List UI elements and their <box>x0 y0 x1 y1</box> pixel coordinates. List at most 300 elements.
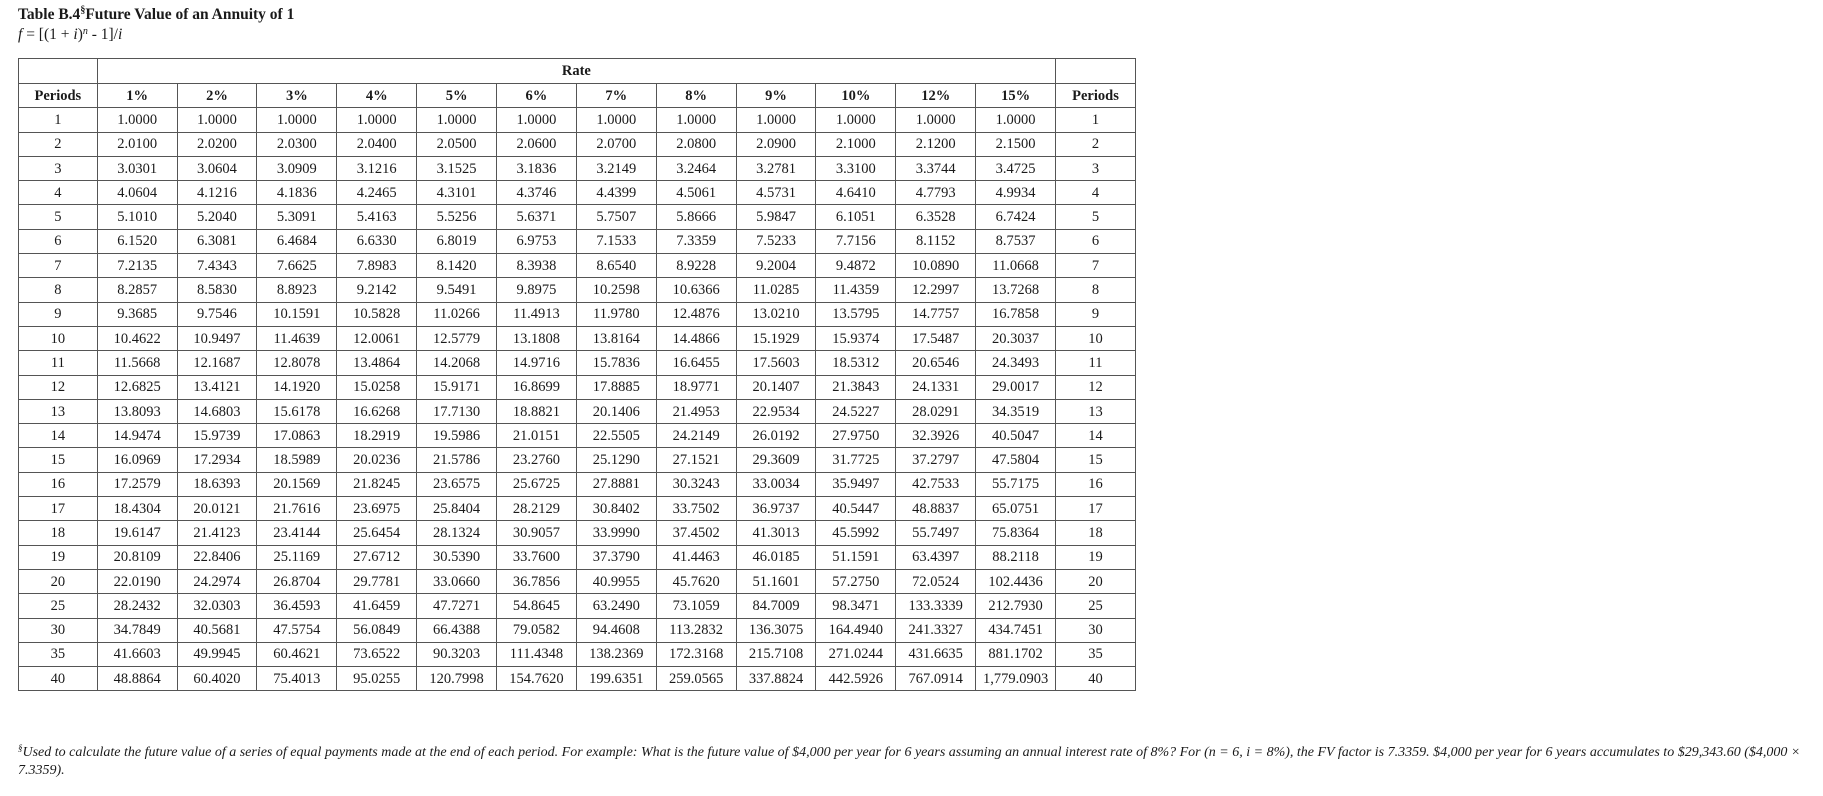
factor-cell: 23.6975 <box>337 497 417 521</box>
factor-cell: 18.6393 <box>177 472 257 496</box>
period-cell-left: 13 <box>19 399 98 423</box>
period-cell-right: 4 <box>1056 181 1136 205</box>
rate-column-header: 4% <box>337 84 417 108</box>
period-cell-right: 9 <box>1056 302 1136 326</box>
factor-cell: 12.6825 <box>97 375 177 399</box>
period-cell-left: 17 <box>19 497 98 521</box>
factor-cell: 47.5804 <box>976 448 1056 472</box>
title-text: Future Value of an Annuity of 1 <box>85 6 295 23</box>
rate-column-header: 7% <box>576 84 656 108</box>
table-row <box>19 424 1136 448</box>
factor-cell: 98.3471 <box>816 594 896 618</box>
factor-cell: 4.7793 <box>896 181 976 205</box>
factor-cell: 27.6712 <box>337 545 417 569</box>
header-blank-right <box>1056 59 1136 84</box>
period-cell-left: 12 <box>19 375 98 399</box>
factor-cell: 26.0192 <box>736 424 816 448</box>
factor-cell: 15.7836 <box>576 351 656 375</box>
period-cell-left: 8 <box>19 278 98 302</box>
factor-cell: 16.8699 <box>497 375 577 399</box>
factor-cell: 5.2040 <box>177 205 257 229</box>
factor-cell: 51.1591 <box>816 545 896 569</box>
factor-cell: 4.1216 <box>177 181 257 205</box>
factor-cell: 2.0300 <box>257 132 337 156</box>
factor-cell: 21.5786 <box>417 448 497 472</box>
factor-cell: 73.1059 <box>656 594 736 618</box>
factor-cell: 13.1808 <box>497 326 577 350</box>
factor-cell: 4.1836 <box>257 181 337 205</box>
factor-cell: 9.2142 <box>337 278 417 302</box>
factor-cell: 4.5061 <box>656 181 736 205</box>
factor-cell: 3.0301 <box>97 156 177 180</box>
factor-cell: 22.0190 <box>97 569 177 593</box>
factor-cell: 111.4348 <box>497 642 577 666</box>
factor-cell: 1.0000 <box>177 108 257 132</box>
factor-cell: 79.0582 <box>497 618 577 642</box>
factor-cell: 4.9934 <box>976 181 1056 205</box>
factor-cell: 16.6268 <box>337 399 417 423</box>
factor-cell: 11.0285 <box>736 278 816 302</box>
factor-cell: 7.4343 <box>177 254 257 278</box>
table-row <box>19 594 1136 618</box>
factor-cell: 30.5390 <box>417 545 497 569</box>
factor-cell: 22.5505 <box>576 424 656 448</box>
period-cell-right: 5 <box>1056 205 1136 229</box>
factor-cell: 13.4121 <box>177 375 257 399</box>
factor-cell: 215.7108 <box>736 642 816 666</box>
factor-cell: 24.2149 <box>656 424 736 448</box>
factor-cell: 72.0524 <box>896 569 976 593</box>
table-row <box>19 108 1136 132</box>
factor-cell: 1.0000 <box>337 108 417 132</box>
factor-cell: 11.5668 <box>97 351 177 375</box>
rate-column-header: 15% <box>976 84 1056 108</box>
factor-cell: 102.4436 <box>976 569 1056 593</box>
factor-cell: 20.1569 <box>257 472 337 496</box>
factor-cell: 33.0660 <box>417 569 497 593</box>
factor-cell: 8.3938 <box>497 254 577 278</box>
factor-cell: 442.5926 <box>816 667 896 691</box>
factor-cell: 172.3168 <box>656 642 736 666</box>
period-cell-right: 13 <box>1056 399 1136 423</box>
factor-cell: 10.1591 <box>257 302 337 326</box>
factor-cell: 29.3609 <box>736 448 816 472</box>
factor-cell: 75.4013 <box>257 667 337 691</box>
factor-cell: 55.7175 <box>976 472 1056 496</box>
factor-cell: 34.3519 <box>976 399 1056 423</box>
factor-cell: 4.3101 <box>417 181 497 205</box>
factor-cell: 10.4622 <box>97 326 177 350</box>
factor-cell: 84.7009 <box>736 594 816 618</box>
table-row <box>19 521 1136 545</box>
period-cell-left: 18 <box>19 521 98 545</box>
factor-cell: 10.9497 <box>177 326 257 350</box>
factor-cell: 28.2432 <box>97 594 177 618</box>
period-cell-right: 17 <box>1056 497 1136 521</box>
factor-cell: 12.0061 <box>337 326 417 350</box>
title-block <box>18 5 294 45</box>
factor-cell: 3.3744 <box>896 156 976 180</box>
table-row <box>19 132 1136 156</box>
factor-cell: 22.9534 <box>736 399 816 423</box>
factor-cell: 5.4163 <box>337 205 417 229</box>
factor-cell: 138.2369 <box>576 642 656 666</box>
table-row <box>19 254 1136 278</box>
factor-cell: 36.7856 <box>497 569 577 593</box>
footnote-text: Used to calculate the future value of a series of equal payments made at the end of each period. For example: What is the future value of $4,000 per year for 6 years assuming an annual interest rate of 8%? For (n = 6, i = 8%), the FV factor is 7.3359. $4,000 per year for 6 years accumulates to $29,343.60 ($4,000 × 7.3359). <box>18 745 1801 778</box>
factor-cell: 54.8645 <box>497 594 577 618</box>
formula-n: n <box>82 26 88 37</box>
factor-cell: 17.7130 <box>417 399 497 423</box>
factor-cell: 8.5830 <box>177 278 257 302</box>
factor-cell: 11.4913 <box>497 302 577 326</box>
factor-cell: 37.3790 <box>576 545 656 569</box>
factor-cell: 17.2579 <box>97 472 177 496</box>
factor-cell: 5.6371 <box>497 205 577 229</box>
factor-cell: 28.2129 <box>497 497 577 521</box>
rate-column-header: 5% <box>417 84 497 108</box>
factor-cell: 136.3075 <box>736 618 816 642</box>
table-row <box>19 375 1136 399</box>
factor-cell: 9.3685 <box>97 302 177 326</box>
factor-cell: 28.1324 <box>417 521 497 545</box>
factor-cell: 48.8864 <box>97 667 177 691</box>
factor-cell: 14.1920 <box>257 375 337 399</box>
factor-cell: 22.8406 <box>177 545 257 569</box>
factor-cell: 1.0000 <box>257 108 337 132</box>
table-row <box>19 229 1136 253</box>
factor-cell: 7.1533 <box>576 229 656 253</box>
factor-cell: 5.3091 <box>257 205 337 229</box>
factor-cell: 212.7930 <box>976 594 1056 618</box>
factor-cell: 63.4397 <box>896 545 976 569</box>
factor-cell: 10.6366 <box>656 278 736 302</box>
factor-cell: 259.0565 <box>656 667 736 691</box>
factor-cell: 8.6540 <box>576 254 656 278</box>
factor-cell: 5.9847 <box>736 205 816 229</box>
factor-cell: 14.7757 <box>896 302 976 326</box>
factor-cell: 10.5828 <box>337 302 417 326</box>
factor-cell: 7.2135 <box>97 254 177 278</box>
factor-cell: 12.1687 <box>177 351 257 375</box>
factor-cell: 2.1000 <box>816 132 896 156</box>
period-cell-right: 11 <box>1056 351 1136 375</box>
table-row <box>19 618 1136 642</box>
factor-cell: 41.6459 <box>337 594 417 618</box>
footnote-marker: § <box>18 743 23 753</box>
factor-cell: 2.1200 <box>896 132 976 156</box>
factor-cell: 19.5986 <box>417 424 497 448</box>
table-row <box>19 278 1136 302</box>
factor-cell: 45.7620 <box>656 569 736 593</box>
factor-cell: 15.1929 <box>736 326 816 350</box>
factor-cell: 3.2149 <box>576 156 656 180</box>
factor-cell: 31.7725 <box>816 448 896 472</box>
factor-cell: 1.0000 <box>736 108 816 132</box>
factor-cell: 9.7546 <box>177 302 257 326</box>
factor-cell: 18.4304 <box>97 497 177 521</box>
factor-cell: 24.3493 <box>976 351 1056 375</box>
table-row <box>19 205 1136 229</box>
factor-cell: 35.9497 <box>816 472 896 496</box>
factor-cell: 3.1525 <box>417 156 497 180</box>
period-cell-right: 18 <box>1056 521 1136 545</box>
formula-i1: i <box>73 26 78 43</box>
factor-cell: 47.7271 <box>417 594 497 618</box>
period-cell-right: 3 <box>1056 156 1136 180</box>
factor-cell: 25.8404 <box>417 497 497 521</box>
factor-cell: 6.8019 <box>417 229 497 253</box>
factor-cell: 10.0890 <box>896 254 976 278</box>
factor-cell: 15.0258 <box>337 375 417 399</box>
period-cell-left: 9 <box>19 302 98 326</box>
formula-close: ) <box>77 26 83 43</box>
factor-cell: 5.5256 <box>417 205 497 229</box>
factor-cell: 4.2465 <box>337 181 417 205</box>
factor-cell: 34.7849 <box>97 618 177 642</box>
factor-cell: 33.7502 <box>656 497 736 521</box>
factor-cell: 1.0000 <box>97 108 177 132</box>
factor-cell: 6.1051 <box>816 205 896 229</box>
factor-cell: 5.7507 <box>576 205 656 229</box>
factor-cell: 12.4876 <box>656 302 736 326</box>
factor-cell: 3.2464 <box>656 156 736 180</box>
factor-cell: 14.6803 <box>177 399 257 423</box>
factor-cell: 18.8821 <box>497 399 577 423</box>
factor-cell: 113.2832 <box>656 618 736 642</box>
factor-cell: 16.0969 <box>97 448 177 472</box>
period-cell-right: 35 <box>1056 642 1136 666</box>
rate-column-header: 12% <box>896 84 976 108</box>
factor-cell: 20.0236 <box>337 448 417 472</box>
factor-cell: 14.4866 <box>656 326 736 350</box>
factor-cell: 13.8164 <box>576 326 656 350</box>
annuity-table <box>18 58 1136 691</box>
factor-cell: 8.9228 <box>656 254 736 278</box>
period-cell-right: 19 <box>1056 545 1136 569</box>
period-cell-left: 2 <box>19 132 98 156</box>
factor-cell: 1.0000 <box>816 108 896 132</box>
rate-column-header: 2% <box>177 84 257 108</box>
factor-cell: 21.4123 <box>177 521 257 545</box>
table-row <box>19 642 1136 666</box>
factor-cell: 20.8109 <box>97 545 177 569</box>
factor-cell: 60.4020 <box>177 667 257 691</box>
factor-cell: 27.9750 <box>816 424 896 448</box>
factor-cell: 25.6725 <box>497 472 577 496</box>
factor-cell: 164.4940 <box>816 618 896 642</box>
factor-cell: 6.3528 <box>896 205 976 229</box>
formula-i2: i <box>118 26 123 43</box>
factor-cell: 1.0000 <box>576 108 656 132</box>
annuity-formula <box>18 25 294 45</box>
factor-cell: 73.6522 <box>337 642 417 666</box>
factor-cell: 30.8402 <box>576 497 656 521</box>
factor-cell: 8.2857 <box>97 278 177 302</box>
rate-column-header: 1% <box>97 84 177 108</box>
factor-cell: 28.0291 <box>896 399 976 423</box>
period-cell-right: 30 <box>1056 618 1136 642</box>
table-row <box>19 569 1136 593</box>
factor-cell: 6.7424 <box>976 205 1056 229</box>
period-cell-right: 16 <box>1056 472 1136 496</box>
factor-cell: 337.8824 <box>736 667 816 691</box>
table-row <box>19 181 1136 205</box>
factor-cell: 18.2919 <box>337 424 417 448</box>
factor-cell: 18.5312 <box>816 351 896 375</box>
factor-cell: 90.3203 <box>417 642 497 666</box>
rate-header: Rate <box>97 59 1055 84</box>
period-cell-right: 1 <box>1056 108 1136 132</box>
factor-cell: 434.7451 <box>976 618 1056 642</box>
period-cell-left: 16 <box>19 472 98 496</box>
period-cell-right: 25 <box>1056 594 1136 618</box>
rate-column-header: 10% <box>816 84 896 108</box>
factor-cell: 51.1601 <box>736 569 816 593</box>
formula-eq: = [(1 + <box>22 26 74 43</box>
factor-cell: 17.5603 <box>736 351 816 375</box>
factor-cell: 18.5989 <box>257 448 337 472</box>
factor-cell: 17.0863 <box>257 424 337 448</box>
factor-cell: 27.1521 <box>656 448 736 472</box>
factor-cell: 20.1406 <box>576 399 656 423</box>
factor-cell: 15.9739 <box>177 424 257 448</box>
factor-cell: 11.4639 <box>257 326 337 350</box>
factor-cell: 25.6454 <box>337 521 417 545</box>
factor-cell: 2.0800 <box>656 132 736 156</box>
factor-cell: 9.4872 <box>816 254 896 278</box>
factor-cell: 8.8923 <box>257 278 337 302</box>
factor-cell: 33.9990 <box>576 521 656 545</box>
factor-cell: 60.4621 <box>257 642 337 666</box>
factor-cell: 37.4502 <box>656 521 736 545</box>
factor-cell: 1.0000 <box>976 108 1056 132</box>
factor-cell: 7.3359 <box>656 229 736 253</box>
table-row <box>19 497 1136 521</box>
factor-cell: 7.5233 <box>736 229 816 253</box>
header-blank-left <box>19 59 98 84</box>
factor-cell: 8.1420 <box>417 254 497 278</box>
factor-cell: 21.8245 <box>337 472 417 496</box>
factor-cell: 29.7781 <box>337 569 417 593</box>
rate-column-header: 8% <box>656 84 736 108</box>
rate-column-header: 3% <box>257 84 337 108</box>
factor-cell: 41.4463 <box>656 545 736 569</box>
period-cell-left: 10 <box>19 326 98 350</box>
factor-cell: 3.3100 <box>816 156 896 180</box>
factor-cell: 65.0751 <box>976 497 1056 521</box>
factor-cell: 13.7268 <box>976 278 1056 302</box>
factor-cell: 2.0600 <box>497 132 577 156</box>
factor-cell: 47.5754 <box>257 618 337 642</box>
factor-cell: 94.4608 <box>576 618 656 642</box>
factor-cell: 13.5795 <box>816 302 896 326</box>
period-cell-left: 25 <box>19 594 98 618</box>
factor-cell: 12.8078 <box>257 351 337 375</box>
factor-cell: 2.0100 <box>97 132 177 156</box>
factor-cell: 13.8093 <box>97 399 177 423</box>
factor-cell: 3.1836 <box>497 156 577 180</box>
factor-cell: 21.7616 <box>257 497 337 521</box>
factor-cell: 30.9057 <box>497 521 577 545</box>
factor-cell: 6.1520 <box>97 229 177 253</box>
factor-cell: 3.0909 <box>257 156 337 180</box>
factor-cell: 9.8975 <box>497 278 577 302</box>
factor-cell: 14.9474 <box>97 424 177 448</box>
factor-cell: 20.0121 <box>177 497 257 521</box>
factor-cell: 15.9171 <box>417 375 497 399</box>
factor-cell: 30.3243 <box>656 472 736 496</box>
factor-cell: 33.0034 <box>736 472 816 496</box>
period-cell-left: 14 <box>19 424 98 448</box>
table-body <box>19 108 1136 691</box>
table-title <box>18 5 294 25</box>
factor-cell: 13.0210 <box>736 302 816 326</box>
factor-cell: 49.9945 <box>177 642 257 666</box>
column-header-row <box>19 84 1136 108</box>
factor-cell: 767.0914 <box>896 667 976 691</box>
factor-cell: 24.1331 <box>896 375 976 399</box>
factor-cell: 3.1216 <box>337 156 417 180</box>
factor-cell: 75.8364 <box>976 521 1056 545</box>
factor-cell: 15.9374 <box>816 326 896 350</box>
period-cell-left: 5 <box>19 205 98 229</box>
factor-cell: 41.3013 <box>736 521 816 545</box>
factor-cell: 12.2997 <box>896 278 976 302</box>
factor-cell: 37.2797 <box>896 448 976 472</box>
period-cell-right: 20 <box>1056 569 1136 593</box>
factor-cell: 26.8704 <box>257 569 337 593</box>
factor-cell: 23.2760 <box>497 448 577 472</box>
factor-cell: 16.7858 <box>976 302 1056 326</box>
factor-cell: 40.9955 <box>576 569 656 593</box>
factor-cell: 9.5491 <box>417 278 497 302</box>
table-row <box>19 302 1136 326</box>
factor-cell: 40.5447 <box>816 497 896 521</box>
rate-column-header: 6% <box>497 84 577 108</box>
factor-cell: 29.0017 <box>976 375 1056 399</box>
factor-cell: 2.1500 <box>976 132 1056 156</box>
factor-cell: 23.6575 <box>417 472 497 496</box>
factor-cell: 1.0000 <box>497 108 577 132</box>
factor-cell: 32.3926 <box>896 424 976 448</box>
period-cell-left: 35 <box>19 642 98 666</box>
factor-cell: 2.0700 <box>576 132 656 156</box>
factor-cell: 11.0668 <box>976 254 1056 278</box>
factor-cell: 17.8885 <box>576 375 656 399</box>
period-cell-left: 20 <box>19 569 98 593</box>
period-cell-left: 3 <box>19 156 98 180</box>
factor-cell: 1.0000 <box>656 108 736 132</box>
factor-cell: 3.4725 <box>976 156 1056 180</box>
factor-cell: 5.8666 <box>656 205 736 229</box>
period-cell-left: 40 <box>19 667 98 691</box>
factor-cell: 56.0849 <box>337 618 417 642</box>
factor-cell: 4.4399 <box>576 181 656 205</box>
factor-cell: 55.7497 <box>896 521 976 545</box>
factor-cell: 4.6410 <box>816 181 896 205</box>
factor-cell: 11.0266 <box>417 302 497 326</box>
period-cell-right: 15 <box>1056 448 1136 472</box>
factor-cell: 17.2934 <box>177 448 257 472</box>
factor-cell: 21.4953 <box>656 399 736 423</box>
factor-cell: 19.6147 <box>97 521 177 545</box>
factor-cell: 17.5487 <box>896 326 976 350</box>
period-cell-right: 12 <box>1056 375 1136 399</box>
factor-cell: 63.2490 <box>576 594 656 618</box>
periods-header-right: Periods <box>1056 84 1136 108</box>
factor-cell: 27.8881 <box>576 472 656 496</box>
